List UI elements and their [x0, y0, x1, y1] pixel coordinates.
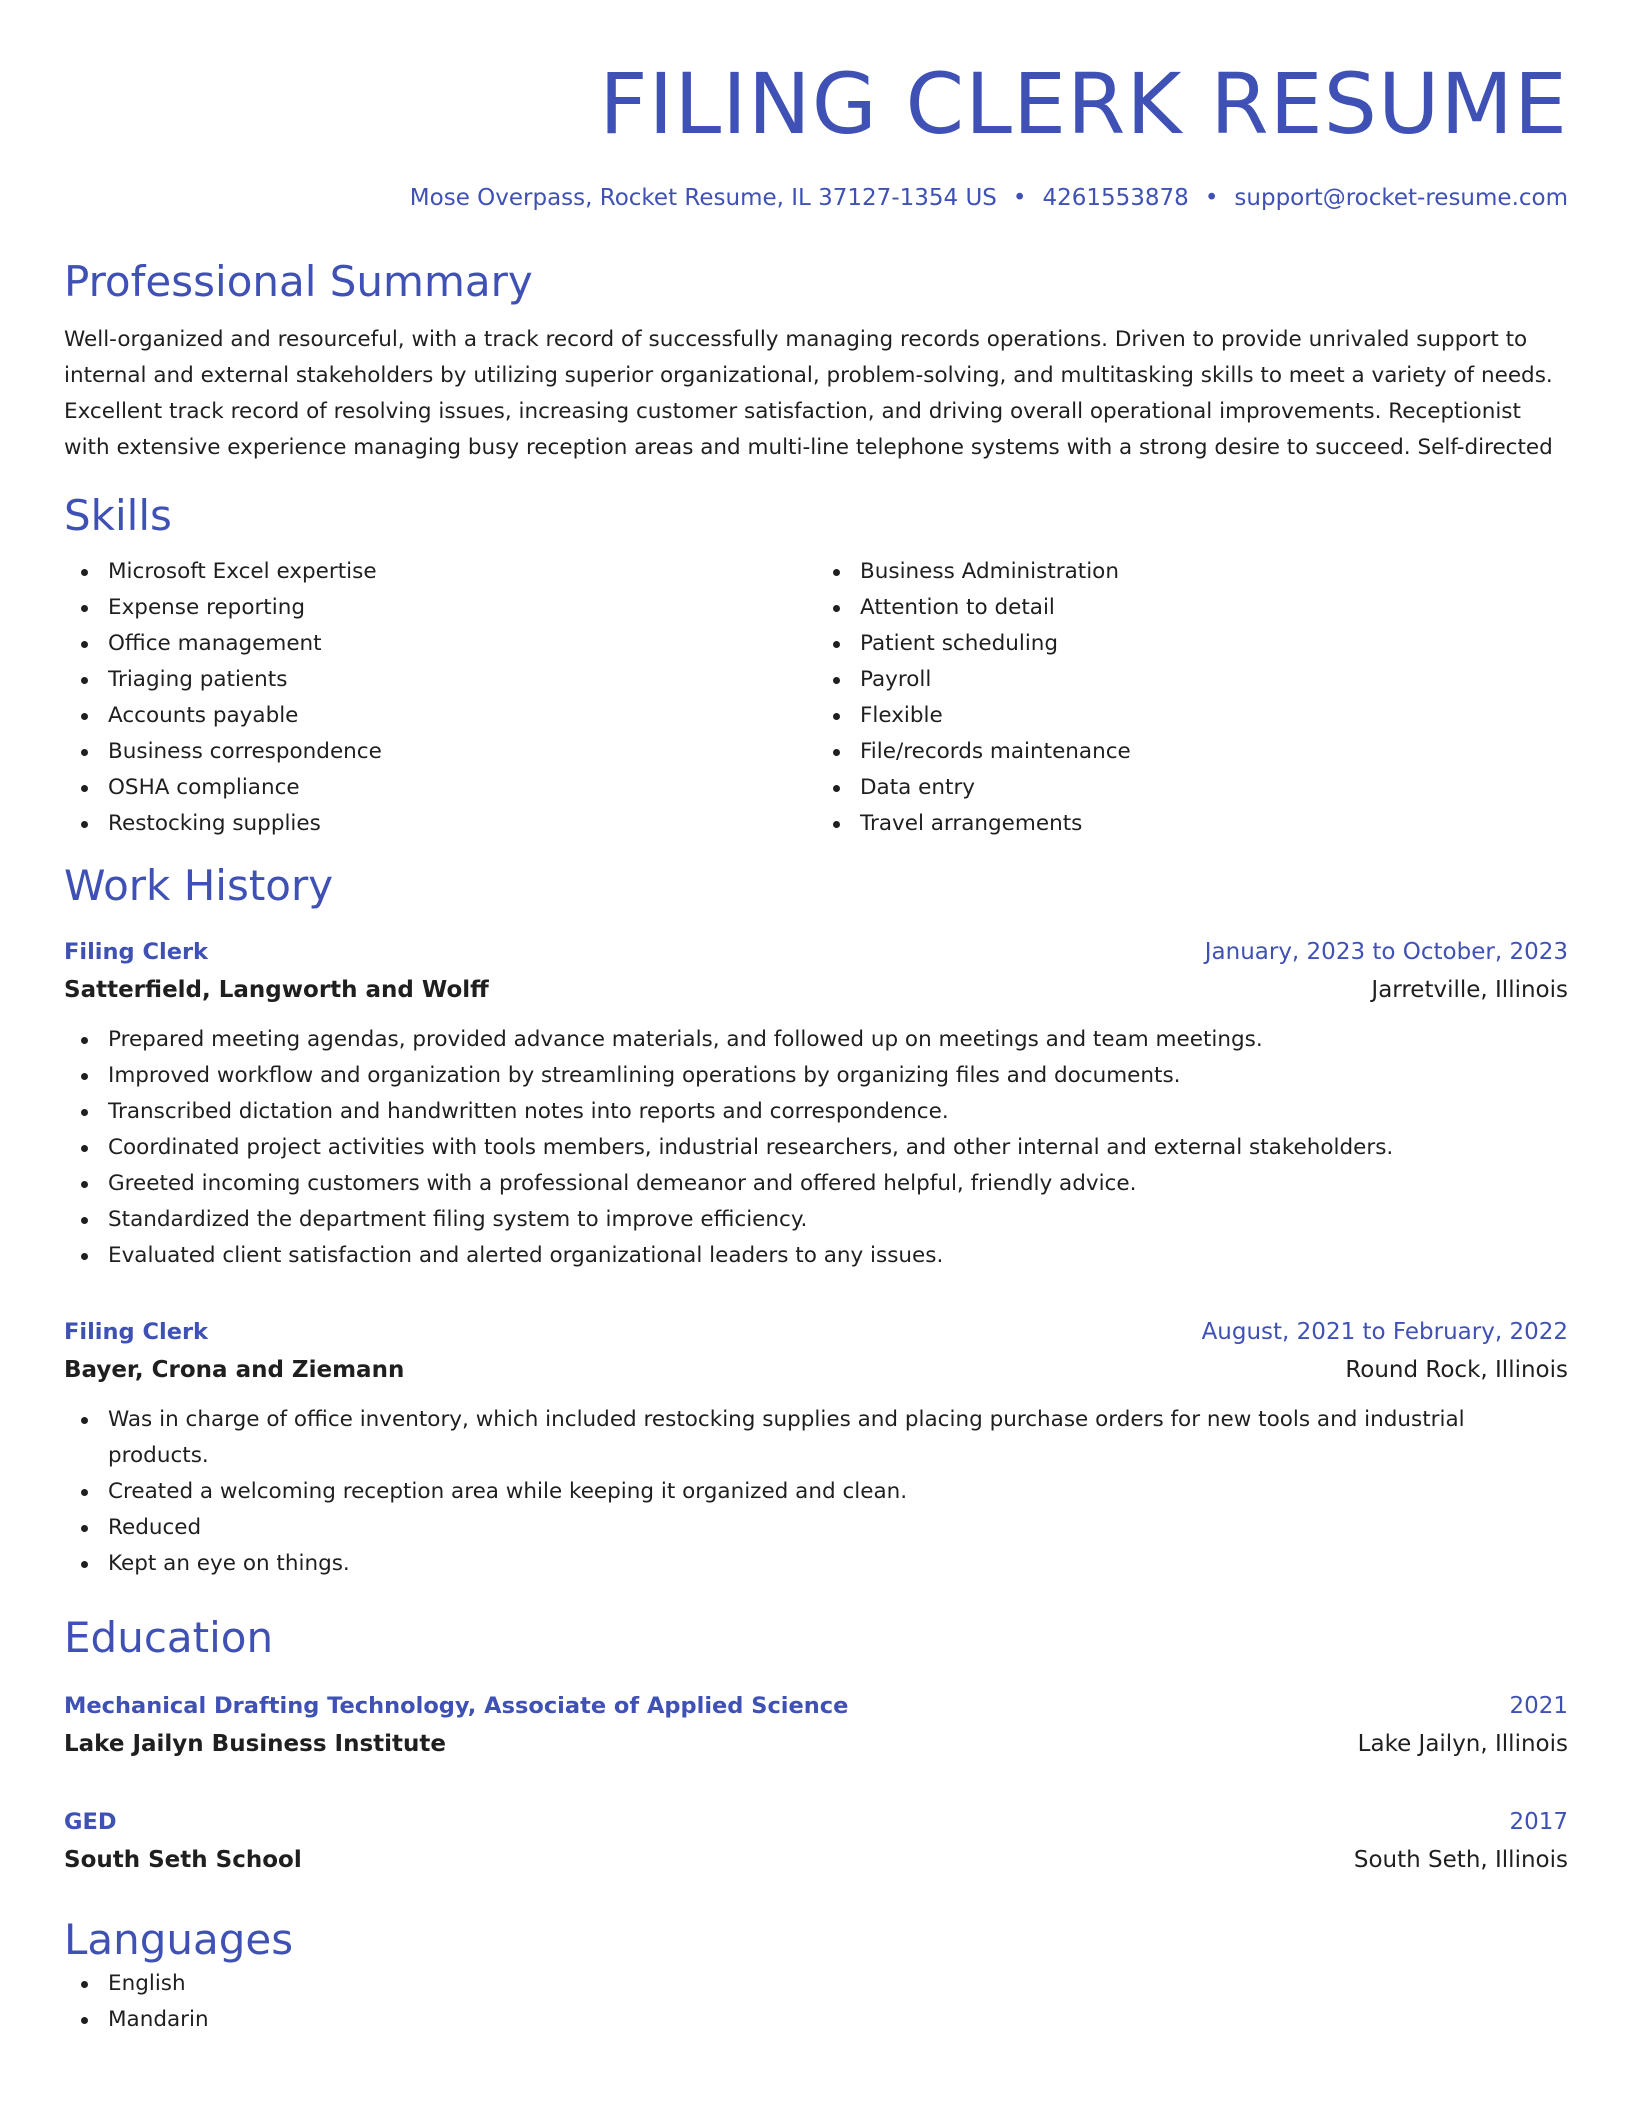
skills-heading: Skills — [64, 491, 172, 540]
education-header-row — [64, 1688, 1568, 1724]
education-school: South Seth School — [64, 1847, 302, 1873]
job-bullet: Evaluated client satisfaction and alerted organizational leaders to any issues. — [64, 1238, 1568, 1274]
education-school-row — [64, 1724, 1568, 1764]
skill-item: Expense reporting — [64, 590, 816, 626]
job-dates: January, 2023 to October, 2023 — [1204, 939, 1568, 965]
skill-item: Travel arrangements — [816, 806, 1568, 842]
skill-item: Payroll — [816, 662, 1568, 698]
skills-grid — [64, 554, 1568, 842]
skill-item: Restocking supplies — [64, 806, 816, 842]
job-bullets — [64, 1022, 1568, 1274]
job-company: Bayer, Crona and Ziemann — [64, 1357, 405, 1383]
contact-phone: 4261553878 — [1042, 185, 1189, 211]
job-entry — [64, 1314, 1568, 1582]
job-role: Filing Clerk — [64, 939, 209, 965]
job-bullet: Greeted incoming customers with a professional demeanor and offered helpful, friendly advice. — [64, 1166, 1568, 1202]
skill-item: Data entry — [816, 770, 1568, 806]
skill-item: Business correspondence — [64, 734, 816, 770]
skill-item: Triaging patients — [64, 662, 816, 698]
skill-item: Patient scheduling — [816, 626, 1568, 662]
education-heading: Education — [64, 1613, 274, 1662]
skills-column-left — [64, 554, 816, 842]
job-company-row — [64, 970, 1568, 1010]
resume-title: FILING CLERK RESUME — [599, 55, 1568, 153]
education-entry — [64, 1688, 1568, 1764]
skill-item: Office management — [64, 626, 816, 662]
job-bullet: Prepared meeting agendas, provided advance materials, and followed up on meetings and team meetings. — [64, 1022, 1568, 1058]
skills-column-right — [816, 554, 1568, 842]
education-degree: Mechanical Drafting Technology, Associate of Applied Science — [64, 1693, 849, 1719]
skill-item: Attention to detail — [816, 590, 1568, 626]
education-school-row — [64, 1840, 1568, 1880]
job-bullet: Was in charge of office inventory, which included restocking supplies and placing purchase orders for new tools and industrial products. — [64, 1402, 1568, 1474]
job-company-row — [64, 1350, 1568, 1390]
job-bullet: Coordinated project activities with tools members, industrial researchers, and other internal and external stakeholders. — [64, 1130, 1568, 1166]
job-location: Round Rock, Illinois — [1345, 1357, 1568, 1383]
skill-item: Business Administration — [816, 554, 1568, 590]
contact-email[interactable]: support@rocket-resume.com — [1234, 185, 1568, 211]
job-header-row — [64, 934, 1568, 970]
job-dates: August, 2021 to February, 2022 — [1201, 1319, 1568, 1345]
job-bullet: Kept an eye on things. — [64, 1546, 1568, 1582]
summary-heading: Professional Summary — [64, 257, 533, 306]
job-bullets — [64, 1402, 1568, 1582]
contact-address: Mose Overpass, Rocket Resume, IL 37127-1354 US — [409, 185, 997, 211]
skill-item: Flexible — [816, 698, 1568, 734]
language-item: English — [64, 1966, 1568, 2002]
skill-item: OSHA compliance — [64, 770, 816, 806]
contact-separator: • — [1012, 185, 1027, 211]
job-bullet: Transcribed dictation and handwritten notes into reports and correspondence. — [64, 1094, 1568, 1130]
contact-separator: • — [1204, 185, 1219, 211]
languages-heading: Languages — [64, 1915, 294, 1964]
skills-list-left — [64, 554, 816, 842]
skill-item: Accounts payable — [64, 698, 816, 734]
education-header-row — [64, 1804, 1568, 1840]
education-degree: GED — [64, 1809, 117, 1835]
contact-line — [64, 182, 1568, 214]
job-bullet: Reduced — [64, 1510, 1568, 1546]
job-header-row — [64, 1314, 1568, 1350]
job-entry — [64, 934, 1568, 1274]
skill-item: File/records maintenance — [816, 734, 1568, 770]
summary-text: Well-organized and resourceful, with a track record of successfully managing records operations. Driven to provide unrivaled support to internal and external stakeholders by utilizing superior organizational, problem-solving, and multitasking skills to meet a variety of needs. Excellent track record of resolving issues, increasing customer satisfaction, and driving overall operational improvements. Receptionist with extensive experience managing busy reception areas and multi-line telephone systems with a strong desire to succeed. Self-directed — [64, 327, 1553, 460]
job-role: Filing Clerk — [64, 1319, 209, 1345]
skills-list-right — [816, 554, 1568, 842]
education-school: Lake Jailyn Business Institute — [64, 1731, 446, 1757]
job-bullet: Created a welcoming reception area while keeping it organized and clean. — [64, 1474, 1568, 1510]
education-entry — [64, 1804, 1568, 1880]
job-location: Jarretville, Illinois — [1371, 977, 1568, 1003]
language-item: Mandarin — [64, 2002, 1568, 2038]
education-year: 2021 — [1509, 1693, 1568, 1719]
job-bullet: Improved workflow and organization by streamlining operations by organizing files and documents. — [64, 1058, 1568, 1094]
skill-item: Microsoft Excel expertise — [64, 554, 816, 590]
languages-list — [64, 1966, 1568, 2038]
education-location: Lake Jailyn, Illinois — [1357, 1731, 1568, 1757]
education-year: 2017 — [1509, 1809, 1568, 1835]
job-company: Satterfield, Langworth and Wolff — [64, 977, 489, 1003]
education-location: South Seth, Illinois — [1353, 1847, 1568, 1873]
job-bullet: Standardized the department filing system to improve efficiency. — [64, 1202, 1568, 1238]
work-history-heading: Work History — [64, 861, 334, 910]
